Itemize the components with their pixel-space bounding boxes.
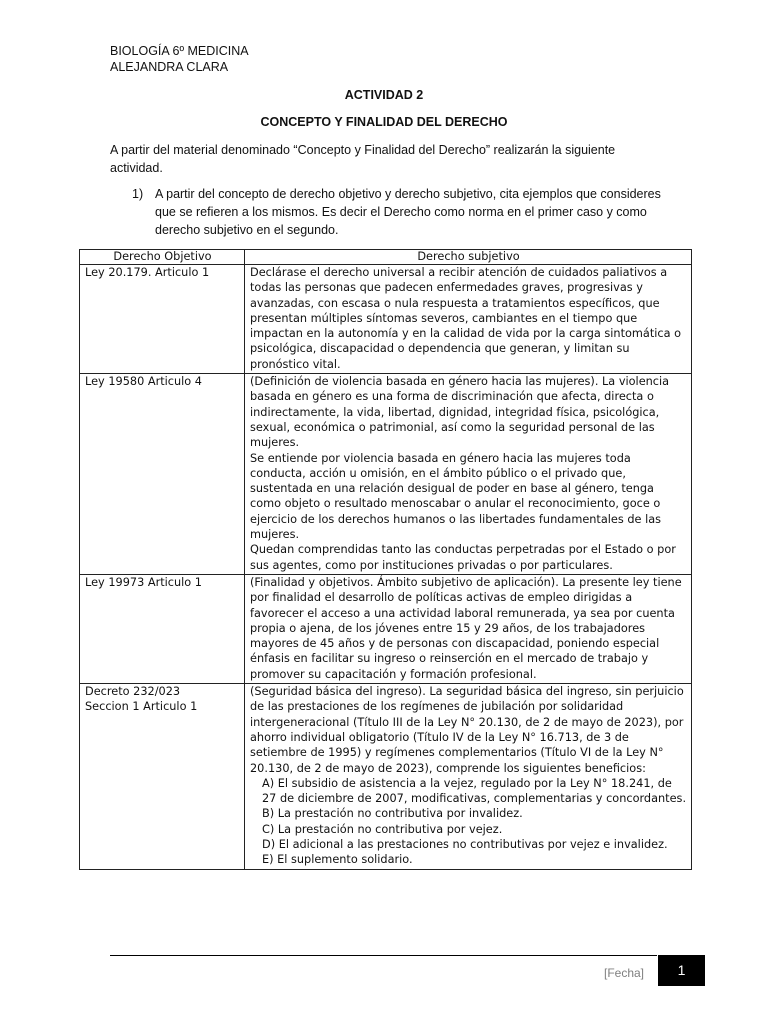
- page-number-box: [658, 955, 705, 986]
- benefit-item: B) La prestación no contributiva por invalidez.: [262, 807, 523, 821]
- objective-cell: [80, 684, 245, 870]
- header-author: ALEJANDRA CLARA: [110, 60, 229, 74]
- header-course: BIOLOGÍA 6º MEDICINA: [110, 44, 249, 58]
- subjective-cell: [245, 684, 692, 870]
- subjective-cell: [245, 265, 692, 374]
- table-row: [80, 265, 692, 374]
- benefit-item: C) La prestación no contributiva por vejez.: [262, 822, 503, 836]
- header-objective: Derecho Objetivo: [80, 250, 245, 265]
- table-row: [80, 574, 692, 683]
- law-reference: Ley 20.179. Articulo 1: [85, 266, 210, 279]
- law-reference: Ley 19580 Articulo 4: [85, 375, 202, 389]
- right-paragraph: (Finalidad y objetivos. Ámbito subjetivo de aplicación). La presente ley tiene por finalidad el desarrollo de políticas activas de empleo dirigidas a favorecer el acceso a una actividad laboral remunerada, ya sea por cuenta propia o ajena, de los jóvenes entre 15 y 29 años, de los trabajadores mayores de 45 años y de personas con discapacidad, poniendo especial énfasis en facilitar su ingreso o reinserción en el mercado de trabajo y promover su capacitación y formación profesional.: [250, 575, 682, 681]
- right-paragraph: Se entiende por violencia basada en género hacia las mujeres toda conducta, acción u omisión, en el ámbito público o el privado que, sustentada en una relación desigual de poder en base al género, tenga como objeto o resultado menoscabar o anular el reconocimiento, goce o ejercicio de los derechos humanos o las libertades fundamentales de las mujeres.: [250, 451, 662, 542]
- right-paragraph: (Seguridad básica del ingreso). La seguridad básica del ingreso, sin perjuicio de las prestaciones de los regímenes de jubilación por solidaridad intergeneracional (Título III de la Ley N° 20.130, de 2 de mayo de 2023), por ahorro individual obligatorio (Título IV de la Ley N° 16.713, de 3 de setiembre de 1995) y regímenes complementarios (Título VI de la Ley N° 20.130, de 2 de mayo de 2023), comprende los siguientes beneficios:: [250, 685, 684, 775]
- benefit-item: A) El subsidio de asistencia a la vejez, regulado por la Ley N° 18.241, de 27 de diciembre de 2007, modificativas, complementarias y concordantes.: [262, 776, 687, 806]
- right-paragraph: Declárase el derecho universal a recibir atención de cuidados paliativos a todas las personas que padecen enfermedades graves, progresivas y avanzadas, con escasa o nula respuesta a tratamientos específicos, que presentan múltiples síntomas severos, cambiantes en el tiempo que impactan en la autonomía y en la calidad de vida por la carga sintomática o psicológica, discapacidad o dependencia que generan, y limitan su pronóstico vital.: [250, 266, 682, 371]
- question-text: A partir del concepto de derecho objetivo y derecho subjetivo, cita ejemplos que consideres que se refieren a los mismos. Es decir el Derecho como norma en el primer caso y como derecho subjetivo en el segundo.: [155, 187, 661, 237]
- right-paragraph: (Definición de violencia basada en género hacia las mujeres). La violencia basada en género es una forma de discriminación que afecta, directa o indirectamente, la vida, libertad, dignidad, integridad física, psicológica, sexual, económica o patrimonial, así como la seguridad personal de las mujeres.: [250, 375, 670, 450]
- question-item: [132, 185, 662, 239]
- objective-cell: [80, 574, 245, 683]
- table-header-row: [80, 250, 692, 265]
- right-paragraph: Quedan comprendidas tanto las conductas perpetradas por el Estado o por sus agentes, como por instituciones privadas o por particulares.: [250, 543, 676, 572]
- rights-table: [79, 249, 692, 870]
- footer-date: [Fecha]: [604, 966, 645, 980]
- objective-cell: [80, 265, 245, 374]
- header-subjective: Derecho subjetivo: [245, 250, 692, 265]
- benefit-item: D) El adicional a las prestaciones no contributivas por vejez e invalidez.: [262, 837, 668, 851]
- intro-paragraph: A partir del material denominado “Concepto y Finalidad del Derecho” realizarán la siguiente actividad.: [110, 143, 616, 175]
- page-number: 1: [677, 962, 686, 978]
- benefit-item: E) El suplemento solidario.: [262, 853, 413, 867]
- table-row: [80, 684, 692, 870]
- question-number: 1): [132, 187, 144, 201]
- activity-title: ACTIVIDAD 2: [344, 88, 424, 102]
- subjective-cell: [245, 374, 692, 575]
- law-reference: Decreto 232/023: [85, 685, 181, 699]
- table-row: [80, 374, 692, 575]
- law-section: Seccion 1 Articulo 1: [85, 700, 198, 714]
- subjective-cell: [245, 574, 692, 683]
- subject-title: CONCEPTO Y FINALIDAD DEL DERECHO: [260, 115, 508, 129]
- objective-cell: [80, 374, 245, 575]
- law-reference: Ley 19973 Articulo 1: [85, 575, 202, 589]
- footer-divider: [110, 955, 657, 956]
- document-header: [110, 43, 249, 75]
